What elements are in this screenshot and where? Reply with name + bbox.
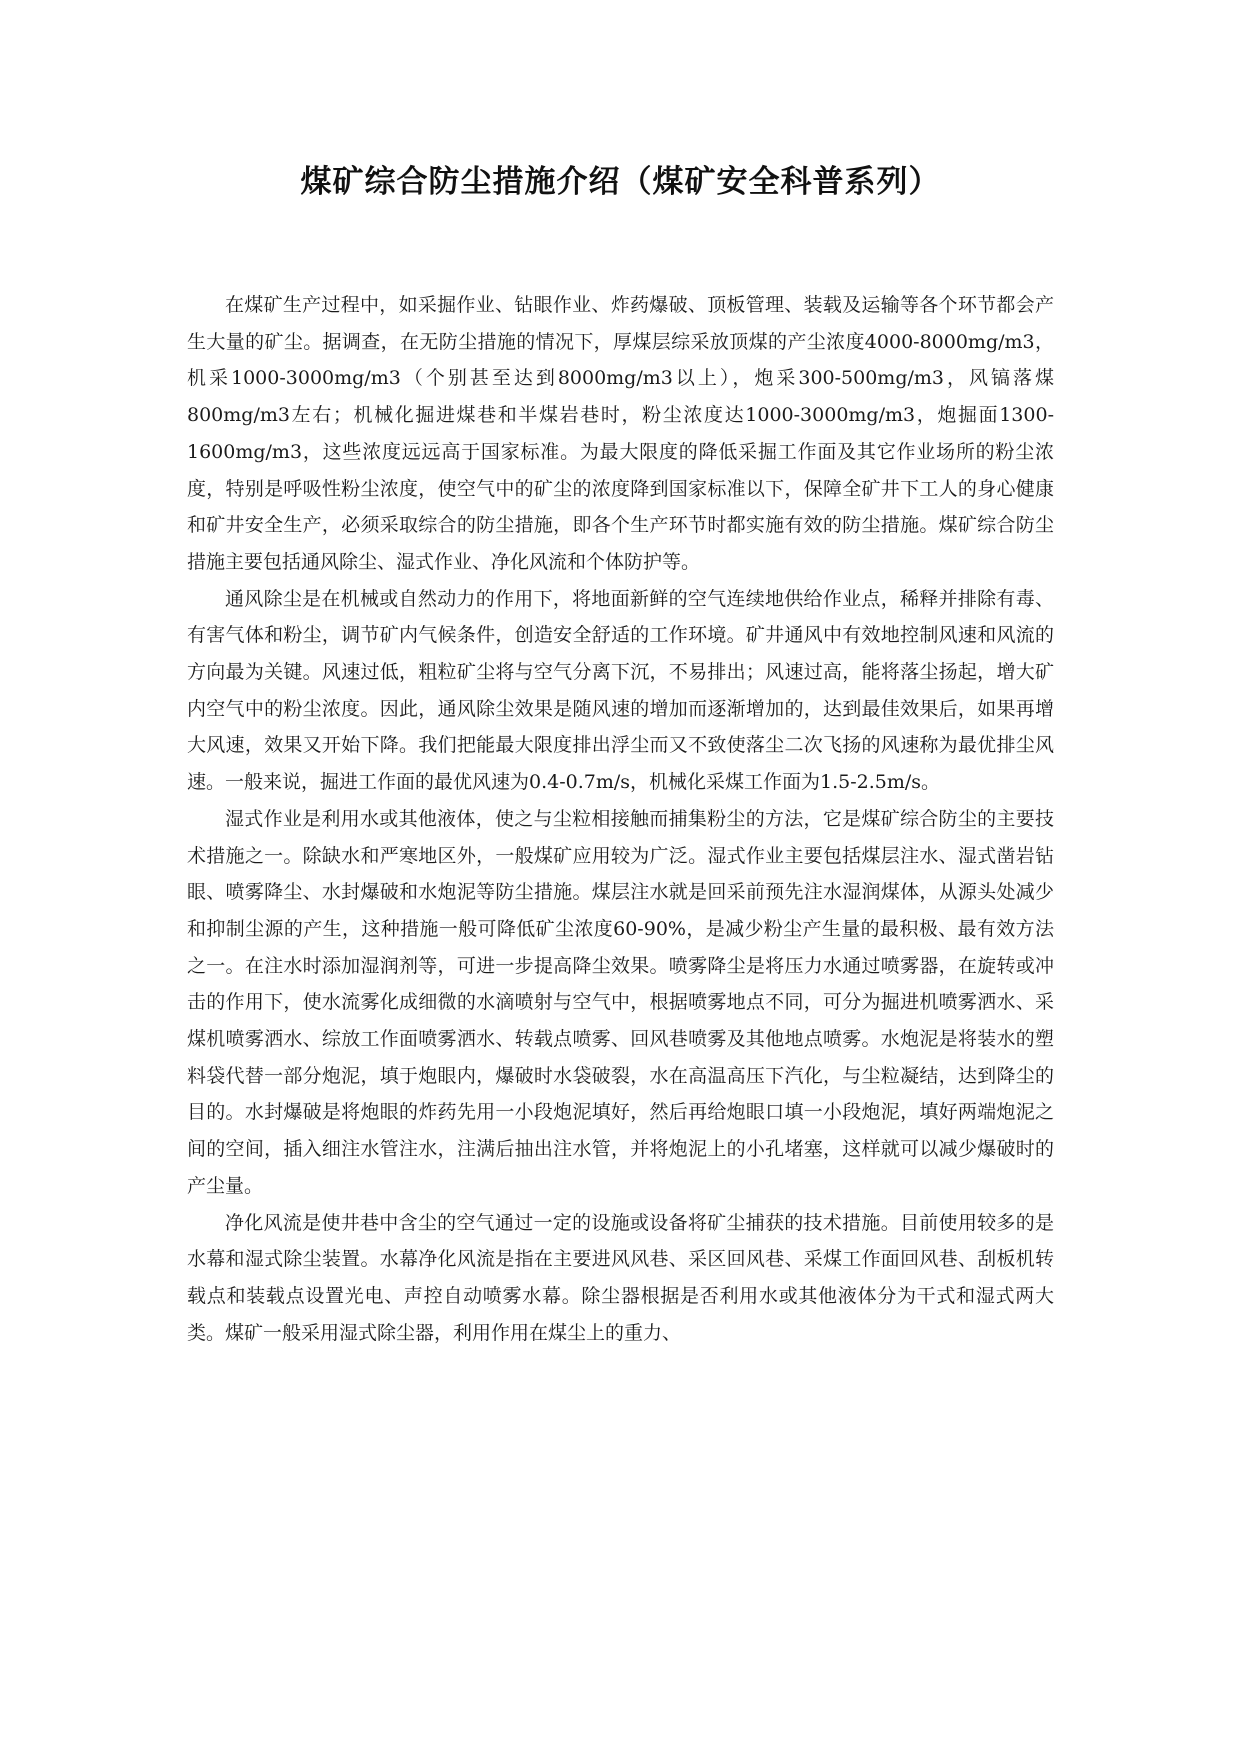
paragraph-wet-operation: 湿式作业是利用水或其他液体，使之与尘粒相接触而捕集粉尘的方法，它是煤矿综合防尘的主要技术措施之一。除缺水和严寒地区外，一般煤矿应用较为广泛。湿式作业主要包括煤层注水、湿式凿岩钻眼、喷雾降尘、水封爆破和水炮泥等防尘措施。煤层注水就是回采前预先注水湿润煤体，从源头处减少和抑制尘源的产生，这种措施一般可降低矿尘浓度60-90%，是减少粉尘产生量的最积极、最有效方法之一。在注水时添加湿润剂等，可进一步提高降尘效果。喷雾降尘是将压力水通过喷雾器，在旋转或冲击的作用下，使水流雾化成细微的水滴喷射与空气中，根据喷雾地点不同，可分为掘进机喷雾洒水、采煤机喷雾洒水、综放工作面喷雾洒水、转载点喷雾、回风巷喷雾及其他地点喷雾。水炮泥是将装水的塑料袋代替一部分炮泥，填于炮眼内，爆破时水袋破裂，水在高温高压下汽化，与尘粒凝结，达到降尘的目的。水封爆破是将炮眼的炸药先用一小段炮泥填好，然后再给炮眼口填一小段炮泥，填好两端炮泥之间的空间，插入细注水管注水，注满后抽出注水管，并将炮泥上的小孔堵塞，这样就可以减少爆破时的产尘量。 [187,807,1054,1197]
paragraph-air-purification: 净化风流是使井巷中含尘的空气通过一定的设施或设备将矿尘捕获的技术措施。目前使用较多的是水幕和湿式除尘装置。水幕净化风流是指在主要进风风巷、采区回风巷、采煤工作面回风巷、刮板机转载点和装载点设置光电、声控自动喷雾水幕。除尘器根据是否利用水或其他液体分为干式和湿式两大类。煤矿一般采用湿式除尘器，利用作用在煤尘上的重力、 [187,1211,1054,1344]
paragraph-intro: 在煤矿生产过程中，如采掘作业、钻眼作业、炸药爆破、顶板管理、装载及运输等各个环节都会产生大量的矿尘。据调查，在无防尘措施的情况下，厚煤层综采放顶煤的产尘浓度4000-8000mg/m3，机采1000-3000mg/m3（个别甚至达到8000mg/m3以上），炮采300-500mg/m3，风镐落煤800mg/m3左右；机械化掘进煤巷和半煤岩巷时，粉尘浓度达1000-3000mg/m3，炮掘面1300-1600mg/m3，这些浓度远远高于国家标准。为最大限度的降低采掘工作面及其它作业场所的粉尘浓度，特别是呼吸性粉尘浓度，使空气中的矿尘的浓度降到国家标准以下，保障全矿井下工人的身心健康和矿井安全生产，必须采取综合的防尘措施，即各个生产环节时都实施有效的防尘措施。煤矿综合防尘措施主要包括通风除尘、湿式作业、净化风流和个体防护等。 [187,294,1054,573]
document-body [187,287,1054,1351]
document-title: 煤矿综合防尘措施介绍（煤矿安全科普系列） [300,164,941,200]
paragraph-ventilation: 通风除尘是在机械或自然动力的作用下，将地面新鲜的空气连续地供给作业点，稀释并排除有毒、有害气体和粉尘，调节矿内气候条件，创造安全舒适的工作环境。矿井通风中有效地控制风速和风流的方向最为关键。风速过低，粗粒矿尘将与空气分离下沉，不易排出；风速过高，能将落尘扬起，增大矿内空气中的粉尘浓度。因此，通风除尘效果是随风速的增加而逐渐增加的，达到最佳效果后，如果再增大风速，效果又开始下降。我们把能最大限度排出浮尘而又不致使落尘二次飞扬的风速称为最优排尘风速。一般来说，掘进工作面的最优风速为0.4-0.7m/s，机械化采煤工作面为1.5-2.5m/s。 [187,587,1054,794]
